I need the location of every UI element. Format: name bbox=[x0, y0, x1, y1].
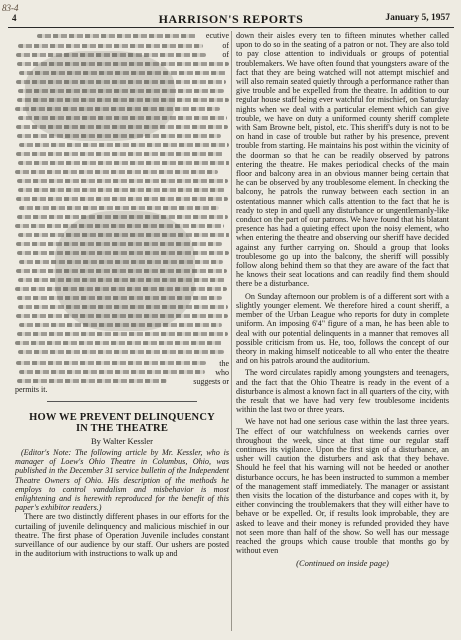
faded-fragment: permits it. bbox=[15, 385, 48, 394]
article-paragraph: There are two distinctly different phases in our efforts for the curtailing of juvenile delinquency and malicious mischief in our theatre. The first phase of Operation Juvenile includes constant surveillance of our audience by our staff. Our ushers are posted in the auditorium with instructions to walk up and bbox=[15, 512, 229, 559]
faded-fragment: of bbox=[222, 41, 229, 50]
section-separator bbox=[47, 401, 197, 402]
faded-fragment: of bbox=[222, 50, 229, 59]
issue-date: January 5, 1957 bbox=[385, 13, 450, 23]
article-title-line: HOW WE PREVENT DELINQUENCY bbox=[29, 412, 215, 423]
faded-fragment: suggests or bbox=[193, 377, 229, 386]
faded-fragment: the bbox=[219, 359, 229, 368]
continued-notice: (Continued on inside page) bbox=[296, 558, 389, 569]
article-paragraph: On Sunday afternoon our problem is of a different sort with a slightly younger element. We therefore hired a count sheriff, a member of the Urban League who reports for duty in complete uniform. An imposing 6'4" figure of a man, he has been able to deal with our potential delinquents in a manner that removes all possible criticism from us. He, too, follows the concept of our theory in making himself noticeable to all who enter the theatre and on his patrols around the auditorium. bbox=[236, 291, 449, 366]
faded-text-block bbox=[15, 31, 229, 393]
header-rule bbox=[8, 27, 454, 28]
article-paragraph: We have not had one serious case within the last three years. The effect of our watchfulness on weekends carries over throughout the week, since at that time our regular staff continues its vigilance. Upon the first sign of a disturbance, an usher will caution the disturbers and ask that they behave. Should he feel that his warning will not be heeded or another disturbance occurs, he has been instructed to summon a member of the management staff immediately. The manager or assistant then visits the location of the disturbance and copes with it, by either convincing the troublemakers that they will either have to behave or be expelled. Or, if results look improbable, they are asked to leave and their money is refunded provided they have not seen more than half of the show. So well has our message reached the groups which cause trouble that months go by without even bbox=[236, 417, 449, 556]
column-divider bbox=[231, 31, 232, 631]
article-title-line: IN THE THEATRE bbox=[75, 423, 169, 434]
article-byline: By Walter Kessler bbox=[91, 436, 153, 446]
right-column bbox=[236, 31, 449, 635]
article-paragraph: down their aisles every ten to fifteen minutes whether called upon to do so in the seating of a patron or not. They are also told to pay close attention to individuals or groups of potential troublemakers. We have often found that youngsters aware of the fact that they are being watched will not attempt mischief and will also remain seated quietly through a performance rather than give trouble and be expelled from the theatre. In addition to our regular house staff being ever watchful for mischief, on Saturday nights when we deal with a particular element which can give trouble, we have on duty a uniformed county sheriff complete with Sam Browne belt, pistol, etc. This sheriff's duty is not to be on hand in case of trouble but rather by his presence, prevent trouble from starting. He maintains his post within the vicinity of the doorman so that he can be readily observed by patrons entering the theatre. He makes periodical checks of the main floor and balcony area in an obvious manner being certain that he can be observed by any troublesome element. In checking the balcony, he patrols the runway between each section in an ostentatious manner which calls attention to the fact that he is ready to step in and quell any disturbance or ungentlemanly-like conduct on the part of our patrons. We have found that his blatant presence has had a quieting effect upon the noisy element, who when entering the theatre and observing our sheriff have decided against any further carrying on. Should a group that looks troublesome go up into the balcony, the sheriff will possibly follow along behind them so that they are aware of the fact that he knows their seat locations and can readily find them should there be a disturbance. bbox=[236, 31, 449, 289]
faded-fragment: ecutive bbox=[205, 31, 229, 40]
left-column bbox=[15, 31, 229, 635]
page-number: 4 bbox=[12, 13, 17, 23]
publication-title: HARRISON'S REPORTS bbox=[158, 12, 304, 26]
faded-fragment: who bbox=[215, 368, 229, 377]
article-title bbox=[15, 412, 229, 434]
article-paragraph: The word circulates rapidly among youngsters and teenagers, and the fact that the Ohio Theatre is ready in the event of a disturbance is almost a known fact in all quarters of the city, with the result that we have had very few troublesome incidents within the last two or three years. bbox=[236, 368, 449, 415]
editor-note: (Editor's Note: The following article by Mr. Kessler, who is manager of Loew's Ohio Theatre in Columbus, Ohio, was published in the December 31 service bulletin of the Independent Theatre Owners of Ohio. His description of the methods he employs to control vandalism and misbehavior is most enlightening and is herewith reproduced for the benefit of this paper's exhibitor readers.) bbox=[15, 448, 229, 513]
handwritten-annotation: 83-4 bbox=[2, 3, 19, 13]
page-header bbox=[8, 12, 454, 26]
